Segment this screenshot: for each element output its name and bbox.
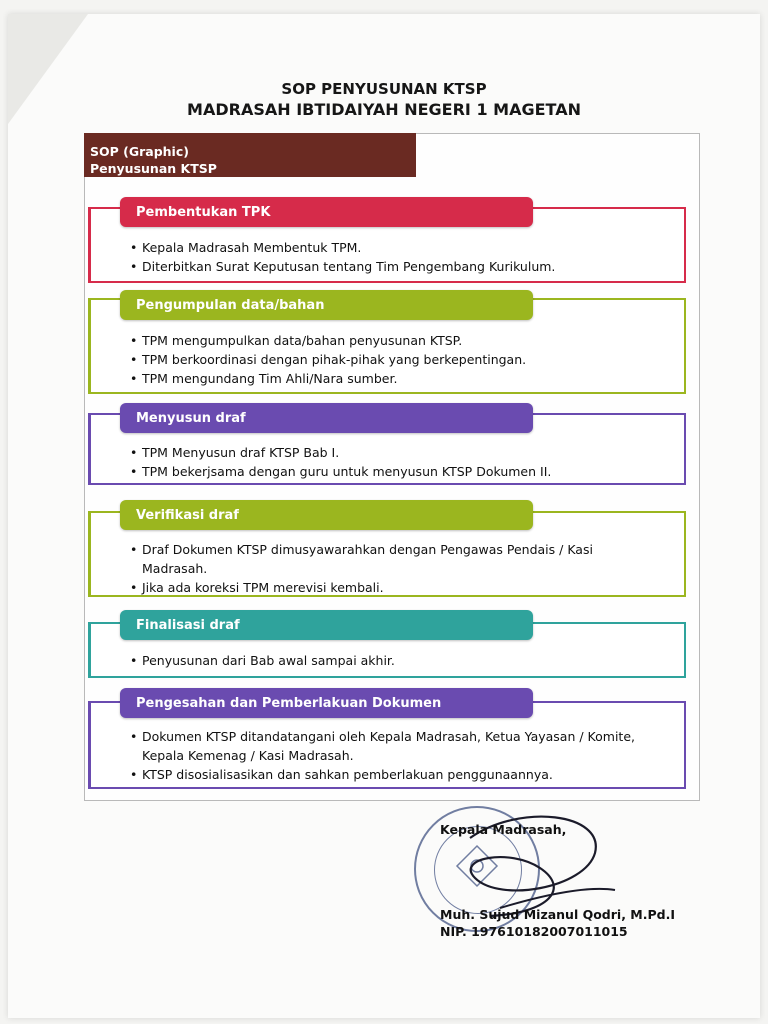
document-subtitle: MADRASAH IBTIDAIYAH NEGERI 1 MAGETAN xyxy=(187,100,581,119)
sop-header-line2: Penyusunan KTSP xyxy=(90,161,217,176)
step-title-1: Pembentukan TPK xyxy=(120,197,533,227)
step-bullets-6 xyxy=(130,727,640,784)
bullet-item: • TPM berkoordinasi dengan pihak-pihak yang berkepentingan. xyxy=(130,350,526,369)
step-bullets-1 xyxy=(130,238,555,276)
step-bullets-4 xyxy=(130,540,640,597)
signature-role: Kepala Madrasah, xyxy=(440,822,567,837)
step-bullets-3 xyxy=(130,443,551,481)
bullet-item: • Jika ada koreksi TPM merevisi kembali. xyxy=(130,578,640,597)
step-title-4: Verifikasi draf xyxy=(120,500,533,530)
bullet-item: • Diterbitkan Surat Keputusan tentang Tim Pengembang Kurikulum. xyxy=(130,257,555,276)
bullet-item: • TPM mengundang Tim Ahli/Nara sumber. xyxy=(130,369,526,388)
step-title-3: Menyusun draf xyxy=(120,403,533,433)
step-bullets-5 xyxy=(130,651,395,670)
bullet-item: • Penyusunan dari Bab awal sampai akhir. xyxy=(130,651,395,670)
signatory-name: Muh. Sujud Mizanul Qodri, M.Pd.I xyxy=(440,907,675,922)
sop-header-line1: SOP (Graphic) xyxy=(90,144,189,159)
signatory-nip: NIP. 197610182007011015 xyxy=(440,924,628,939)
step-title-2: Pengumpulan data/bahan xyxy=(120,290,533,320)
bullet-item: • Dokumen KTSP ditandatangani oleh Kepala Madrasah, Ketua Yayasan / Komite, Kepala Kemenag / Kasi Madrasah. xyxy=(130,727,640,765)
bullet-item: • TPM bekerjsama dengan guru untuk menyusun KTSP Dokumen II. xyxy=(130,462,551,481)
sop-header xyxy=(84,133,416,177)
document-title: SOP PENYUSUNAN KTSP xyxy=(281,80,487,98)
bullet-item: • KTSP disosialisasikan dan sahkan pemberlakuan penggunaannya. xyxy=(130,765,640,784)
step-title-6: Pengesahan dan Pemberlakuan Dokumen xyxy=(120,688,533,718)
step-bullets-2 xyxy=(130,331,526,388)
bullet-item: • Kepala Madrasah Membentuk TPM. xyxy=(130,238,555,257)
step-title-5: Finalisasi draf xyxy=(120,610,533,640)
bullet-item: • Draf Dokumen KTSP dimusyawarahkan dengan Pengawas Pendais / Kasi Madrasah. xyxy=(130,540,640,578)
bullet-item: • TPM Menyusun draf KTSP Bab I. xyxy=(130,443,551,462)
bullet-item: • TPM mengumpulkan data/bahan penyusunan KTSP. xyxy=(130,331,526,350)
